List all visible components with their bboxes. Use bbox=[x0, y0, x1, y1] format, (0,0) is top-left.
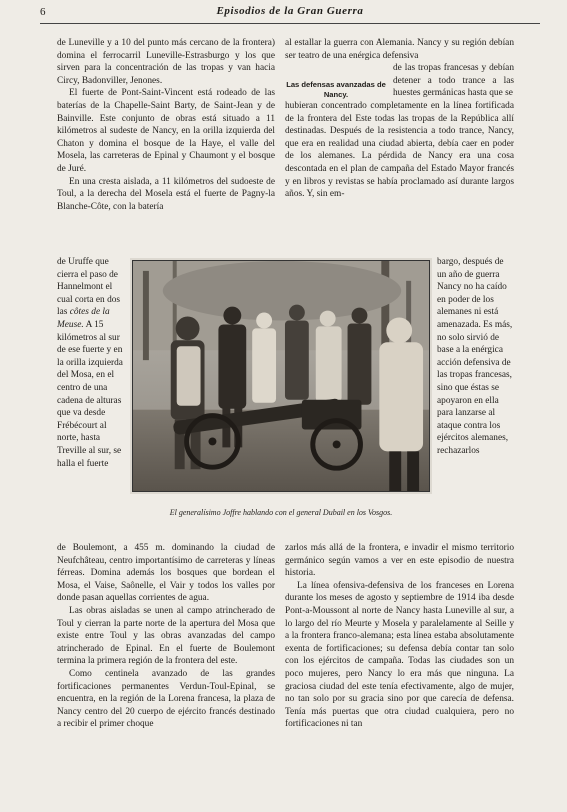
paragraph: El fuerte de Pont-Saint-Vincent está rodeado de las baterías de la Chapelle-Saint Barty, de Saint-Jean y de Bainville. Este conjunto de obras está situado a 11 kilómetros al sudeste de Nancy, en la orilla izquierda del Chaton y domina el bosque de la Haye, el valle del Mosela, las carreteras de Epinal y Chaumont y el bosque de Juré. bbox=[57, 88, 275, 174]
paragraph: de Boulemont, a 455 m. dominando la ciudad de Neufchâteau, centro importantísimo de carreteras y líneas férreas. Domina además los bosques que bordean el Mosa, el Vaise, Saônelle, el Vair y todos los valles por donde pasan aquellas corrientes de agua. bbox=[57, 543, 275, 604]
figure-caption: El generalísimo Joffre hablando con el general Dubail en los Vosgos. bbox=[169, 508, 393, 517]
photograph bbox=[132, 260, 430, 492]
paragraph: En una cresta aislada, a 11 kilómetros del sudoeste de Toul, a la derecha del Mosela está el fuerte de Pagny-la Blanche-Côte, con la batería bbox=[57, 176, 275, 212]
right-column-bottom bbox=[285, 542, 514, 798]
paragraph: Como centinela avanzado de las grandes fortificaciones permanentes Verdun-Toul-Epinal, se encuentra, en la región de la Lorena francesa, la plaza de Nancy centro del 20 cuerpo de ejército francés destinado a recibir el primer choque bbox=[57, 668, 275, 730]
header-rule bbox=[40, 23, 540, 24]
photograph-illustration bbox=[133, 261, 429, 491]
paragraph: bargo, después de un año de guerra Nancy no ha caído en poder de los alemanes ni está amenazada. Es más, no solo sirvió de base a la enérgica acción defensiva de las tropas francesas, sino que éstas se apoyaron en ella para lanzarse al ataque contra los ejércitos alemanes, rechazarlos bbox=[437, 257, 513, 456]
paragraph bbox=[57, 256, 127, 470]
right-column-top bbox=[285, 37, 514, 255]
paragraph: al estallar la guerra con Alemania. Nancy y su región debían ser teatro de una enérgica defensiva bbox=[285, 38, 514, 61]
paragraph: Las obras aisladas se unen al campo atrincherado de Toul y cierran la parte norte de la apertura del Mosa que existe entre Toul y las obras avanzadas del campo atrincherado de Epinal. En el fuerte de Boulemont termina la primera región de la frontera del este. bbox=[57, 605, 275, 667]
paragraph: La línea ofensiva-defensiva de los franceses en Lorena durante los meses de agosto y septiembre de 1914 iba desde Pont-a-Moussont al norte de Nancy hasta Luneville al sur, a lo largo del río Meurte y Mosela y paralelamente al Seille y a la frontera franco-alemana; esta línea estaba absolutamente exenta de fortificaciones; su defensa debía contar tan solo con los ejércitos de campaña. Todas las ciudades son un poco mujeres, pero Nancy lo era más que ninguna. La graciosa ciudad del este tenía efectivamente, algo de mujer, no tan solo por su gracia sino por que carecía de defensa. Tenía más puertas que otra ciudad cualquiera, pero no fortificaciones ni tan bbox=[285, 580, 514, 730]
paragraph: de Luneville y a 10 del punto más cercano de la frontera) domina el ferrocarril Luneville-Estrasburgo y los que sirven para la concentración de las tropas y van hacia Circy, Badonviller, Jenones. bbox=[57, 38, 275, 86]
paragraph: de las tropas francesas y debían detener a todo trance a las huestes germánicas hasta que se bbox=[393, 63, 514, 99]
running-title: Episodios de la Gran Guerra bbox=[216, 5, 364, 17]
page-number: 6 bbox=[40, 6, 46, 18]
paragraph: hubieran concentrado completamente en la línea fortificada de la frontera del Este todas las tropas de la República allí destinadas. Después de la resistencia a todo trance, Nancy, que era en realidad una ciudad abierta, debía caer en poder de los alemanes. La pérdida de Nancy era una cosa descontada en el plan de campaña del Estado Mayor francés y en libros y revistas se había proclamado así durante largos años. Y, sin em- bbox=[285, 100, 514, 200]
left-column-top bbox=[57, 37, 275, 255]
right-narrow-column bbox=[437, 256, 514, 542]
running-header bbox=[40, 2, 540, 24]
paragraph: zarlos más allá de la frontera, e invadir el mismo territorio germánico según vamos a ver en este episodio de nuestra historia. bbox=[285, 543, 514, 579]
text-span: de Uruffe que cierra el paso de Hannelmont el cual corta en dos las bbox=[57, 257, 121, 318]
left-column-bottom bbox=[57, 542, 275, 798]
left-narrow-column bbox=[57, 256, 127, 542]
italic-term: côtes de la Meuse. bbox=[57, 307, 110, 330]
figure bbox=[130, 258, 432, 494]
text-span: A 15 kilómetros al sur de ese fuerte y en la orilla izquierda del Mosa, en el centro de una cadena de alturas que va desde Frébécourt al norte, hasta Treville al sur, se halla el fuerte bbox=[57, 319, 123, 469]
section-sidehead: Las defensas avanzadas de Nancy. bbox=[286, 80, 386, 99]
